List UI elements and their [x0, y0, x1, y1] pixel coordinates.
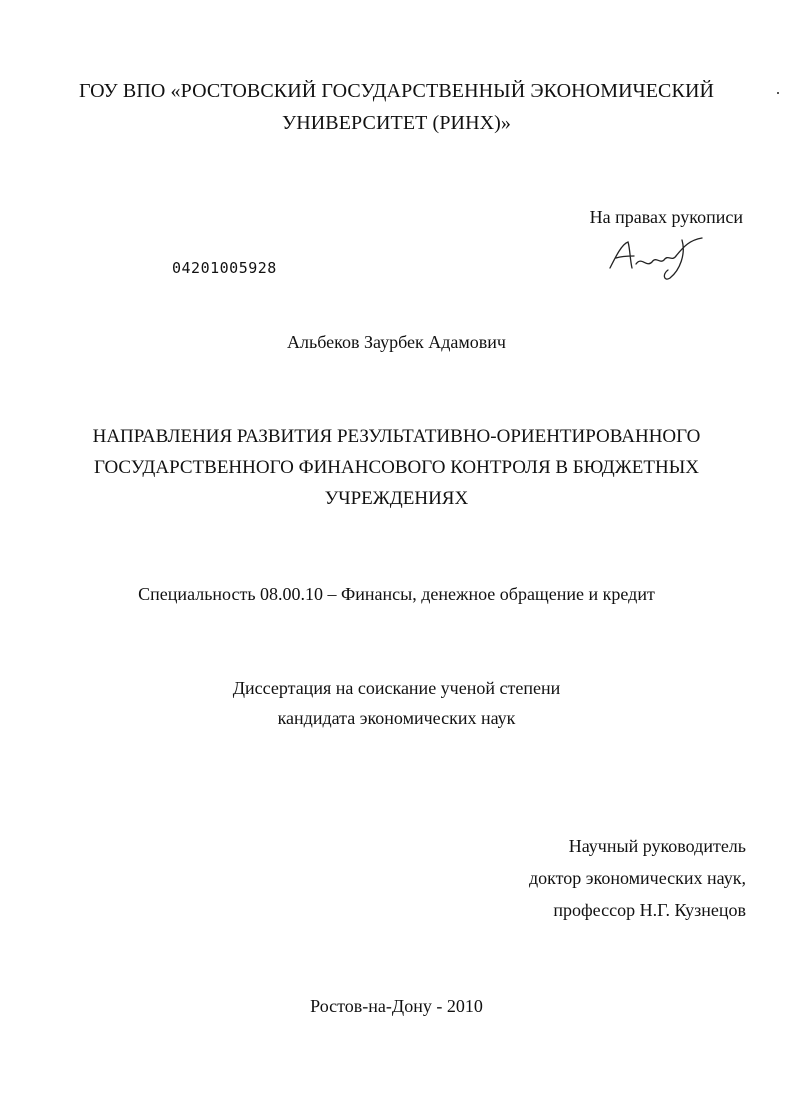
city-year: Ростов-на-Дону - 2010: [310, 996, 483, 1016]
degree-line-2: кандидата экономических наук: [277, 708, 516, 728]
organization-line-1: ГОУ ВПО «РОСТОВСКИЙ ГОСУДАРСТВЕННЫЙ ЭКОНОМИЧЕСКИЙ: [78, 80, 715, 102]
dissertation-title-line-2: ГОСУДАРСТВЕННОГО ФИНАНСОВОГО КОНТРОЛЯ В БЮДЖЕТНЫХ: [93, 457, 700, 478]
advisor-name: профессор Н.Г. Кузнецов: [553, 900, 746, 920]
specialty: Специальность 08.00.10 – Финансы, денежное обращение и кредит: [138, 584, 655, 604]
manuscript-note: На правах рукописи: [589, 207, 743, 227]
dissertation-title-line-3: УЧРЕЖДЕНИЯХ: [324, 488, 469, 509]
organization-line-2: УНИВЕРСИТЕТ (РИНХ)»: [281, 112, 512, 134]
author-name: Альбеков Заурбек Адамович: [287, 332, 506, 352]
advisor-degree: доктор экономических наук,: [529, 868, 746, 888]
scan-speck: [777, 92, 779, 94]
archive-number: 04201005928: [172, 259, 277, 277]
degree-line-1: Диссертация на соискание ученой степени: [232, 678, 561, 698]
advisor-role: Научный руководитель: [568, 836, 746, 856]
dissertation-title-line-1: НАПРАВЛЕНИЯ РАЗВИТИЯ РЕЗУЛЬТАТИВНО-ОРИЕНТИРОВАННОГО: [92, 426, 701, 447]
signature-icon: [606, 234, 706, 284]
